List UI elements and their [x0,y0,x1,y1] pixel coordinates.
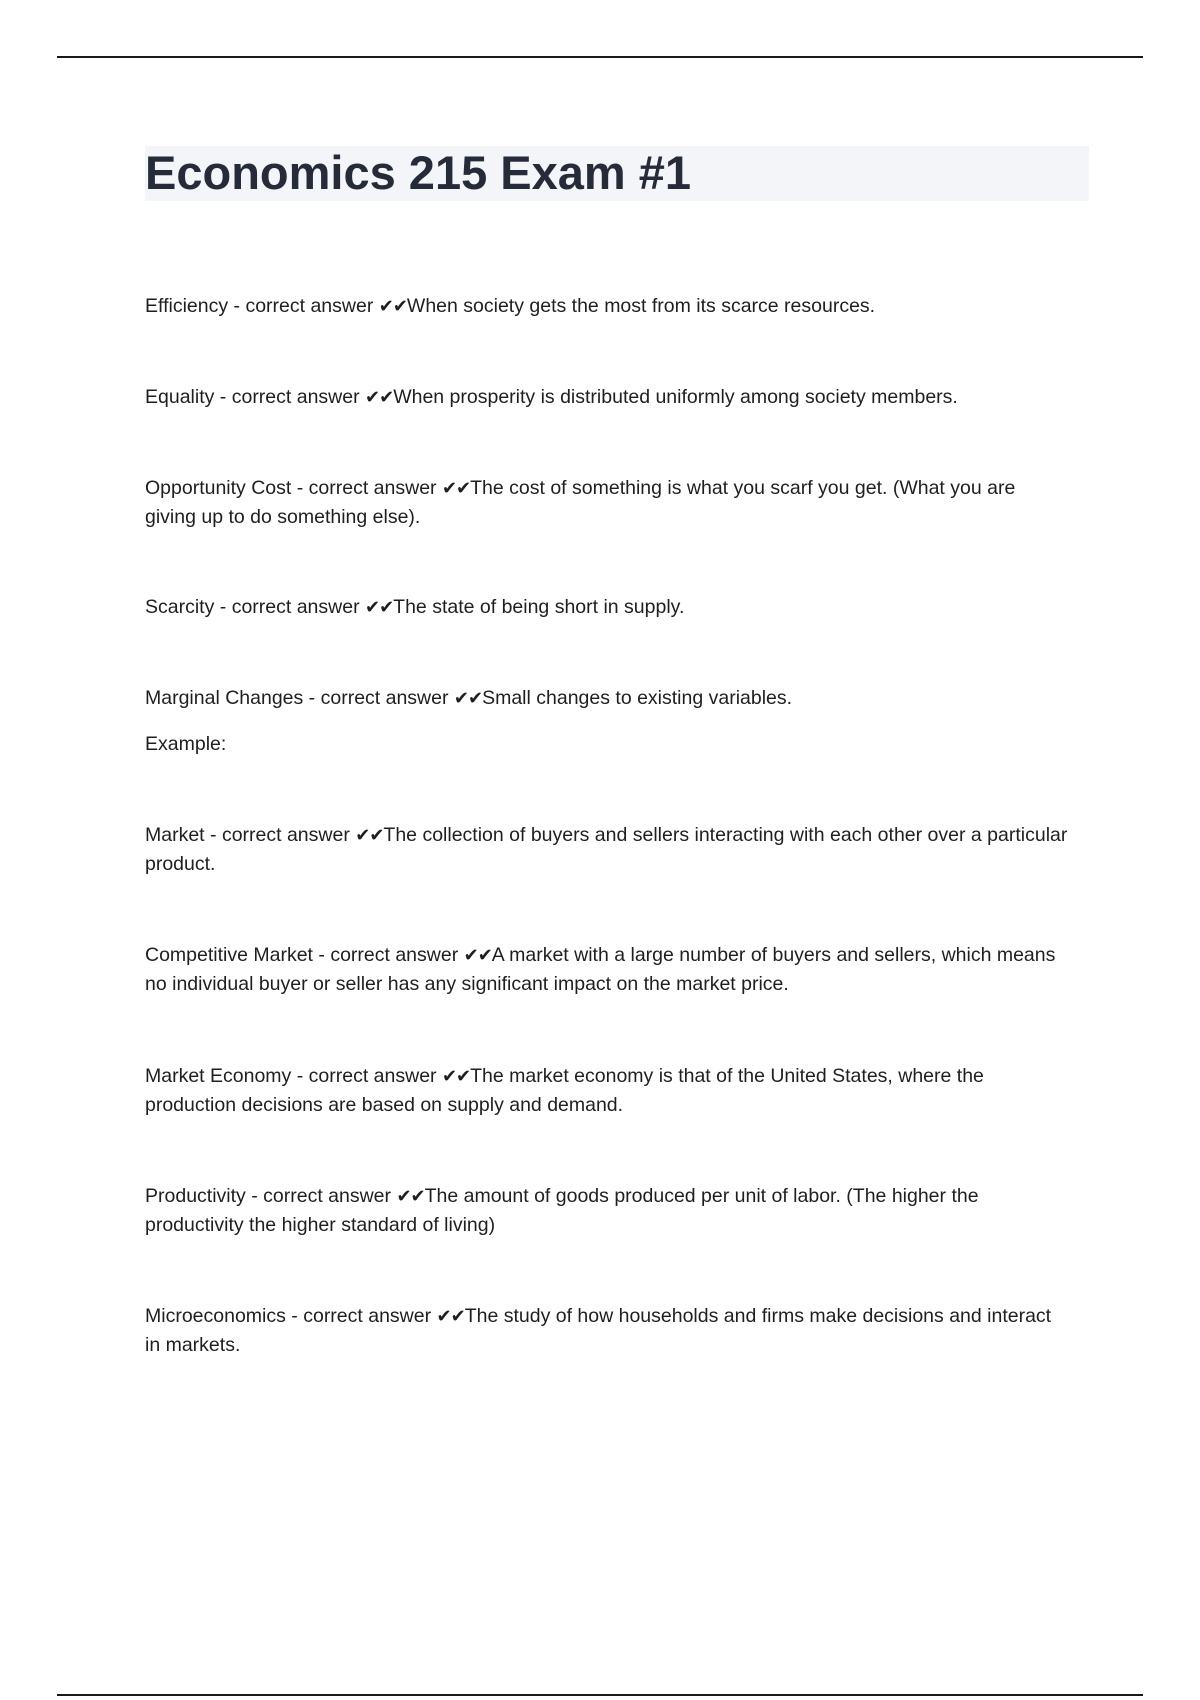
entry-definition: The market economy is that of the United States, where the production decisions are based on supply and demand. [145,1065,984,1116]
check-marks-icon: ✔✔ [463,945,492,966]
entry-definition: The cost of something is what you scarf you get. (What you are giving up to do something else). [145,477,1016,528]
footer-rule [57,1694,1143,1696]
answer-marker: correct answer [231,596,360,618]
entry-definition: The state of being short in supply. [393,596,685,618]
answer-marker: correct answer [308,477,437,499]
answer-marker: correct answer [221,824,350,846]
check-marks-icon: ✔✔ [436,1306,465,1327]
check-marks-icon: ✔✔ [378,296,407,317]
answer-marker: correct answer [320,687,449,709]
entry-definition: The collection of buyers and sellers interacting with each other over a particular product. [145,824,1068,875]
entry-term: Scarcity [145,596,215,618]
flashcard-entry: Efficiency - correct answer ✔✔When society gets the most from its scarce resources. [145,295,876,317]
page-title: Economics 215 Exam #1 [145,146,692,199]
flashcard-entry: Market Economy - correct answer ✔✔The market economy is that of the United States, where the production decisions are based on supply and demand. [145,1065,984,1116]
flashcard-entry: Competitive Market - correct answer ✔✔A market with a large number of buyers and sellers, which means no individual buyer or seller has any significant impact on the market price. [145,944,1056,995]
entry-definition: Small changes to existing variables. [482,687,793,709]
flashcard-entry: Equality - correct answer ✔✔When prosperity is distributed uniformly among society members. [145,386,958,408]
entry-term: Competitive Market [145,944,313,966]
check-marks-icon: ✔✔ [396,1186,425,1207]
check-marks-icon: ✔✔ [365,387,394,408]
entry-term: Equality [145,386,215,408]
entry-term: Opportunity Cost [145,477,292,499]
entry-term: Market Economy [145,1065,292,1087]
flashcard-entry: Market - correct answer ✔✔The collection of buyers and sellers interacting with each other over a particular product. [145,824,1068,875]
flashcard-entry: Marginal Changes - correct answer ✔✔Small changes to existing variables. [145,687,793,709]
entry-definition: A market with a large number of buyers and sellers, which means no individual buyer or seller has any significant impact on the market price. [145,944,1056,995]
check-marks-icon: ✔✔ [441,478,471,499]
entry-term: Productivity [145,1185,246,1207]
header-rule [57,56,1143,58]
answer-marker: correct answer [308,1065,437,1087]
entry-definition: The amount of goods produced per unit of labor. (The higher the productivity the higher standard of living) [145,1185,979,1236]
answer-marker: correct answer [231,386,360,408]
check-marks-icon: ✔✔ [441,1066,471,1087]
flashcard-entry: Productivity - correct answer ✔✔The amount of goods produced per unit of labor. (The higher the productivity the higher standard of living) [145,1185,979,1236]
answer-marker: correct answer [263,1185,392,1207]
check-marks-icon: ✔✔ [453,688,483,709]
entry-definition: The study of how households and firms make decisions and interact in markets. [145,1305,1052,1356]
entry-definition: When prosperity is distributed uniformly among society members. [393,386,958,408]
flashcard-entry: Scarcity - correct answer ✔✔The state of being short in supply. [145,596,685,618]
entry-term: Microeconomics [145,1305,286,1327]
entry-term: Market [145,824,205,846]
answer-marker: correct answer [303,1305,432,1327]
entry-term: Marginal Changes [145,687,304,709]
flashcard-entry: Microeconomics - correct answer ✔✔The study of how households and firms make decisions and interact in markets. [145,1305,1052,1356]
answer-marker: correct answer [245,295,374,317]
check-marks-icon: ✔✔ [365,597,394,618]
entry-note: Example: [145,733,227,755]
check-marks-icon: ✔✔ [355,825,384,846]
entry-term: Efficiency [145,295,229,317]
answer-marker: correct answer [330,944,459,966]
flashcard-entry: Opportunity Cost - correct answer ✔✔The cost of something is what you scarf you get. (What you are giving up to do something else). [145,477,1016,528]
entry-definition: When society gets the most from its scarce resources. [406,295,876,317]
